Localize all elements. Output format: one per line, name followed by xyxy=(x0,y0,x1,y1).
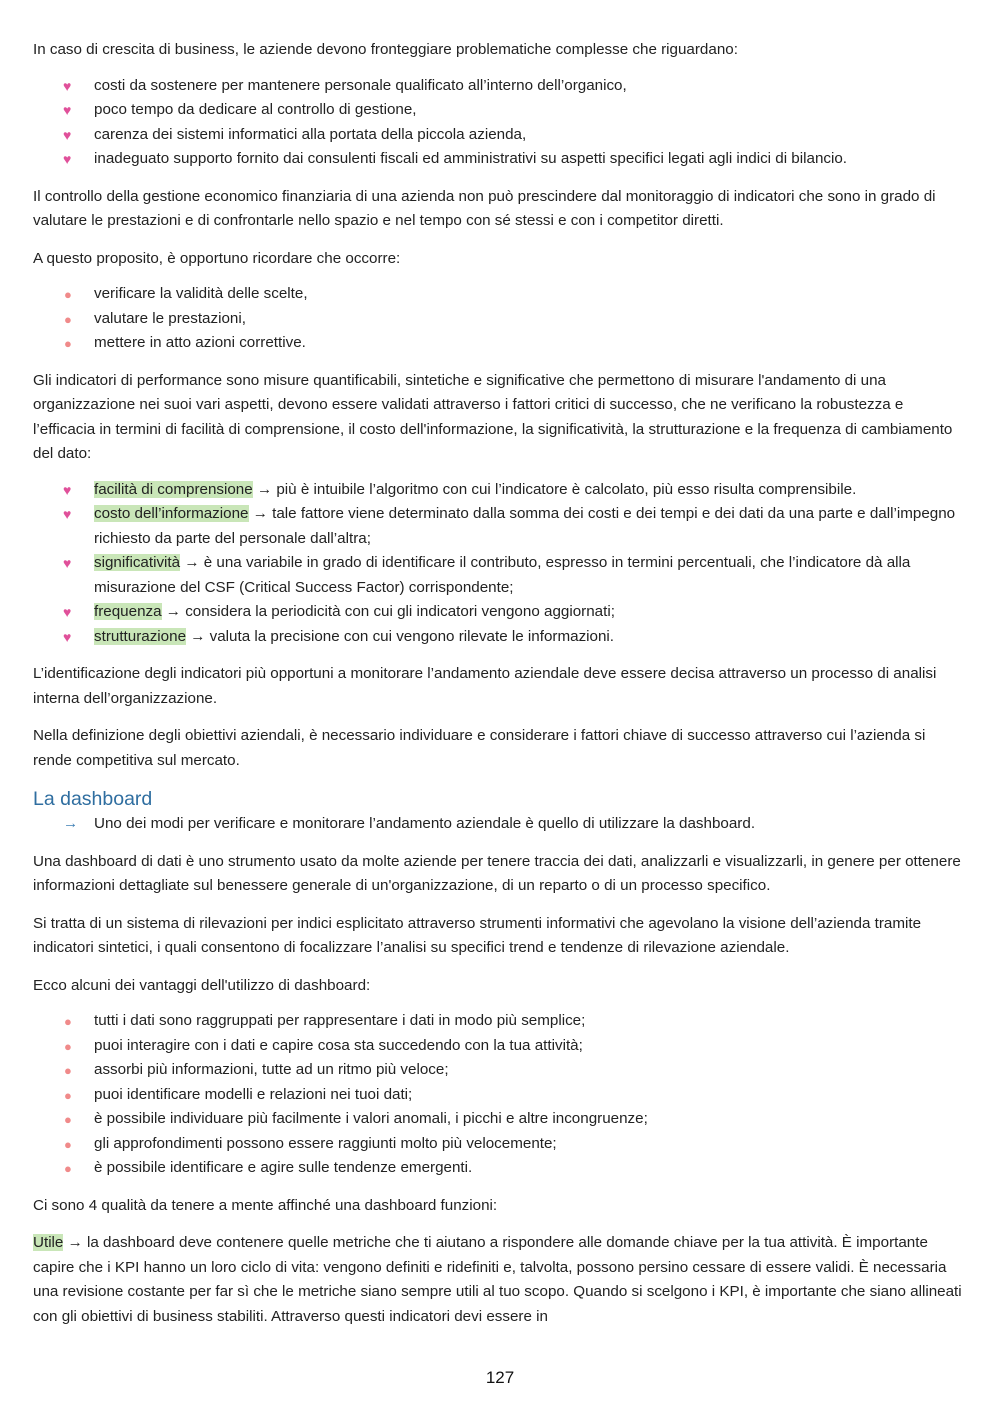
highlighted-term: facilità di comprensione xyxy=(94,480,253,498)
list-item: ● è possibile individuare più facilmente i valori anomali, i picchi e altre incongruenze; xyxy=(33,1107,968,1132)
list-item: ♥ carenza dei sistemi informatici alla portata della piccola azienda, xyxy=(33,123,968,148)
heart-icon: ♥ xyxy=(63,628,72,645)
paragraph-intro: In caso di crescita di business, le aziende devono fronteggiare problematiche complesse che riguardano: xyxy=(33,41,738,58)
list-item: ● mettere in atto azioni correttive. xyxy=(33,331,968,356)
bullet-list-factors xyxy=(33,478,968,650)
section-heading: La dashboard xyxy=(33,788,153,810)
paragraph-useful: Utile → la dashboard deve contenere quelle metriche che ti aiutano a rispondere alle domande chiave per la tua attività. È importante capire che i KPI hanno un loro ciclo di vita: vengono definiti e ridefiniti e, talvolta, possono persino cessare di essere validi. È necessaria una revisione costante per far sì che le metriche siano sempre utili al tuo scopo. Quando si scelgono i KPI, è importante che siano allineati con gli obiettivi di business stabiliti. Attraverso questi indicatori devi essere in xyxy=(33,1234,962,1325)
dot-icon: ● xyxy=(64,1014,72,1029)
list-item: ♥ significatività → è una variabile in grado di identificare il contributo, espresso in termini percentuali, che l’indicatore dà alla misurazione del CSF (Critical Success Factor) corrispondente; xyxy=(33,551,968,600)
list-item: ● assorbi più informazioni, tutte ad un ritmo più veloce; xyxy=(33,1058,968,1083)
dot-icon: ● xyxy=(64,1038,72,1054)
list-item: ♥ strutturazione → valuta la precisione con cui vengono rilevate le informazioni. xyxy=(33,625,968,650)
dot-icon: ● xyxy=(64,1063,72,1078)
heart-icon: ♥ xyxy=(63,126,72,143)
paragraph-indicators: Gli indicatori di performance sono misure quantificabili, sintetiche e significative che permettono di misurare l'andamento di una organizzazione nei suoi vari aspetti, devono essere validati attraverso i fattori critici di successo, che ne verificano la robustezza e l’efficacia in termini di facilità di comprensione, il costo dell'informazione, la significatività, la strutturazione e la frequenza di cambiamento del dato: xyxy=(33,371,953,462)
list-item: ♥ inadeguato supporto fornito dai consulenti fiscali ed amministrativi su aspetti specifici legati agli indici di bilancio. xyxy=(33,147,968,172)
heart-icon: ♥ xyxy=(63,506,72,522)
heart-icon: ♥ xyxy=(63,102,72,118)
highlighted-term: costo dell’informazione xyxy=(94,505,249,522)
heart-icon: ♥ xyxy=(63,481,72,498)
list-item: ♥ facilità di comprensione → più è intuibile l’algoritmo con cui l’indicatore è calcolato, più esso risulta comprensibile. xyxy=(33,478,968,503)
dot-icon: ● xyxy=(64,1087,72,1103)
paragraph-purpose: A questo proposito, è opportuno ricordare che occorre: xyxy=(33,249,401,267)
paragraph-identification: L’identificazione degli indicatori più opportuni a monitorare l’andamento aziendale deve essere decisa attraverso un processo di analisi interna dell’organizzazione. xyxy=(33,665,937,707)
list-item: ♥ costo dell’informazione → tale fattore viene determinato dalla somma dei costi e dei tempi e dei dati da una parte e dall’impegno richiesto da parte del personale dall’altra; xyxy=(33,502,968,551)
list-item: ♥ poco tempo da dedicare al controllo di gestione, xyxy=(33,98,968,123)
list-item: ● gli approfondimenti possono essere raggiunti molto più velocemente; xyxy=(33,1132,968,1157)
list-item: ● puoi identificare modelli e relazioni nei tuoi dati; xyxy=(33,1083,968,1108)
list-item: ● verificare la validità delle scelte, xyxy=(33,282,968,307)
list-item: ♥ costi da sostenere per mantenere personale qualificato all’interno dell’organico, xyxy=(33,74,968,99)
highlighted-term: frequenza xyxy=(94,603,162,620)
heart-icon: ♥ xyxy=(63,555,72,571)
list-item: ● puoi interagire con i dati e capire cosa sta succedendo con la tua attività; xyxy=(33,1034,968,1059)
dot-icon: ● xyxy=(64,336,72,351)
bullet-list-advantages xyxy=(33,1009,968,1181)
highlighted-term: Utile xyxy=(33,1234,64,1251)
paragraph-dashboard-system: Si tratta di un sistema di rilevazioni per indici esplicitato attraverso strumenti informativi che agevolano la visione dell’azienda tramite indicatori sintetici, i quali consentono di focalizzare l’analisi su specifici trend e tendenze di rilevazione aziendale. xyxy=(33,914,922,956)
heart-icon: ♥ xyxy=(63,151,72,167)
paragraph-dashboard-definition: Una dashboard di dati è uno strumento usato da molte aziende per tenere traccia dei dati, analizzarli e visualizzarli, in genere per ottenere informazioni dettagliate sul benessere generale di un'organizzazione, di un reparto o di un processo specifico. xyxy=(33,852,961,894)
paragraph-objectives: Nella definizione degli obiettivi aziendali, è necessario individuare e considerare i fattori chiave di successo attraverso cui l’azienda si rende competitiva sul mercato. xyxy=(33,727,926,769)
arrow-list xyxy=(33,812,968,837)
paragraph-control: Il controllo della gestione economico finanziaria di una azienda non può prescindere dal monitoraggio di indicatori che sono in grado di valutare le prestazioni e di confrontarle nello spazio e nel tempo con sé stessi e con i competitor diretti. xyxy=(33,187,936,229)
arrow-right-icon: → xyxy=(63,815,79,832)
dot-icon: ● xyxy=(64,1136,72,1152)
highlighted-term: significatività xyxy=(94,554,181,571)
list-item: ● tutti i dati sono raggruppati per rappresentare i dati in modo più semplice; xyxy=(33,1009,968,1034)
dot-icon: ● xyxy=(64,1112,72,1127)
bullet-list-problems xyxy=(33,74,968,172)
dot-icon: ● xyxy=(64,311,72,327)
highlighted-term: strutturazione xyxy=(94,627,187,645)
heart-icon: ♥ xyxy=(63,77,72,94)
paragraph-advantages-intro: Ecco alcuni dei vantaggi dell'utilizzo di dashboard: xyxy=(33,976,371,994)
dot-icon: ● xyxy=(64,287,72,302)
dot-icon: ● xyxy=(64,1161,72,1176)
list-item: ● è possibile identificare e agire sulle tendenze emergenti. xyxy=(33,1156,968,1181)
document-page xyxy=(33,38,968,1342)
heart-icon: ♥ xyxy=(63,604,72,620)
list-item: ♥ frequenza → considera la periodicità con cui gli indicatori vengono aggiornati; xyxy=(33,600,968,625)
list-item: → Uno dei modi per verificare e monitorare l’andamento aziendale è quello di utilizzare la dashboard. xyxy=(33,812,968,837)
page-number: 127 xyxy=(485,1368,515,1387)
paragraph-qualities-intro: Ci sono 4 qualità da tenere a mente affinché una dashboard funzioni: xyxy=(33,1196,498,1214)
list-item: ● valutare le prestazioni, xyxy=(33,307,968,332)
bullet-list-actions xyxy=(33,282,968,356)
